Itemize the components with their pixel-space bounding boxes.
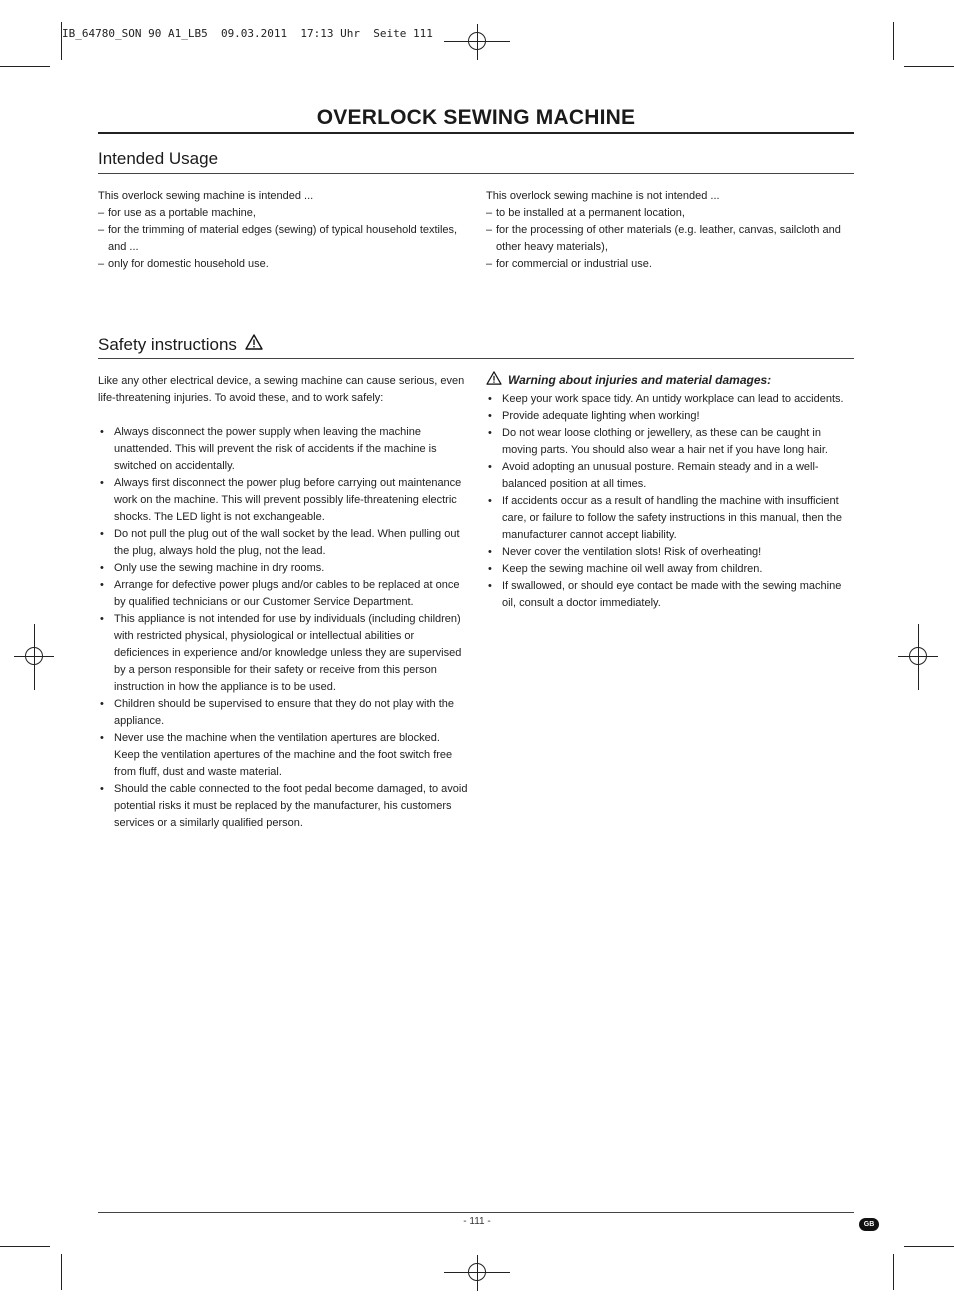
warning-subheading [486,371,854,390]
list-item: • Always disconnect the power supply when leaving the machine unattended. This will prevent the risk of accidents if the machine is switched on accidentally. [98,424,468,475]
safety-rule [98,358,854,359]
list-item: • Never use the machine when the ventilation apertures are blocked. Keep the ventilation apertures of the machine and the foot switch free from fluff, dust and waste material. [98,730,468,781]
list-item: • This appliance is not intended for use by individuals (including children) with restricted physical, physiological or intellectual abilities or deficiences in experience and/or knowledge unless they are supervised by a person responsible for their safety or receive from this person instruction in how the appliance is to be used. [98,611,468,696]
warning-triangle-icon [486,371,502,390]
intended-usage-heading-text: Intended Usage [98,149,219,168]
safety-right-column [486,371,854,612]
list-item: • Arrange for defective power plugs and/or cables to be replaced at once by qualified technicians or our Customer Service Department. [98,577,468,611]
safety-heading-text: Safety instructions [98,334,237,354]
list-item: – for the processing of other materials (e.g. leather, canvas, sailcloth and other heavy materials), [486,222,854,256]
list-item: • Always first disconnect the power plug before carrying out maintenance work on the machine. This will prevent possibly life-threatening electric shocks. The LED light is not exchangeable. [98,475,468,526]
list-item: – only for domestic household use. [98,256,468,273]
safety-left-list [98,424,468,832]
list-item: – for the trimming of material edges (sewing) of typical household textiles, and ... [98,222,468,256]
list-item: – for use as a portable machine, [98,205,468,222]
language-badge: GB [859,1218,879,1231]
safety-right-list [486,391,854,612]
list-item: • Children should be supervised to ensure that they do not play with the appliance. [98,696,468,730]
not-intended-column [486,188,854,273]
list-item: • Only use the sewing machine in dry rooms. [98,560,468,577]
title-rule [98,132,854,134]
list-item: • Should the cable connected to the foot pedal become damaged, to avoid potential risks it must be replaced by the manufacturer, his customers services or a similarly qualified person. [98,781,468,832]
intended-intro: This overlock sewing machine is intended ... [98,190,314,202]
page-title: OVERLOCK SEWING MACHINE [316,106,636,129]
list-item: • Avoid adopting an unusual posture. Remain steady and in a well-balanced position at all times. [486,459,854,493]
list-item: – to be installed at a permanent location, [486,205,854,222]
list-item: – for commercial or industrial use. [486,256,854,273]
list-item: • Keep your work space tidy. An untidy workplace can lead to accidents. [486,391,854,408]
list-item: • Provide adequate lighting when working! [486,408,854,425]
list-item: • Do not wear loose clothing or jewellery, as these can be caught in moving parts. You should also wear a hair net if you have long hair. [486,425,854,459]
intended-column [98,188,468,273]
intended-usage-heading [98,149,218,169]
safety-heading [98,334,263,355]
footer-rule [98,1212,854,1213]
not-intended-intro: This overlock sewing machine is not intended ... [486,190,720,202]
page-number: - 111 - [463,1216,491,1227]
warning-subheading-text: Warning about injuries and material damages: [508,373,772,387]
print-slug: IB_64780_SON 90 A1_LB5 09.03.2011 17:13 Uhr Seite 111 [62,27,433,40]
list-item: • If swallowed, or should eye contact be made with the sewing machine oil, consult a doctor immediately. [486,578,854,612]
not-intended-list [486,205,854,273]
list-item: • Never cover the ventilation slots! Risk of overheating! [486,544,854,561]
list-item: • Keep the sewing machine oil well away from children. [486,561,854,578]
warning-triangle-icon [245,334,263,355]
safety-intro: Like any other electrical device, a sewing machine can cause serious, even life-threatening injuries. To avoid these, and to work safely: [98,375,465,404]
list-item: • If accidents occur as a result of handling the machine with insufficient care, or failure to follow the safety instructions in this manual, then the manufacturer cannot accept liability. [486,493,854,544]
intended-list [98,205,468,273]
safety-left-column [98,373,468,832]
list-item: • Do not pull the plug out of the wall socket by the lead. When pulling out the plug, always hold the plug, not the lead. [98,526,468,560]
intended-usage-rule [98,173,854,174]
